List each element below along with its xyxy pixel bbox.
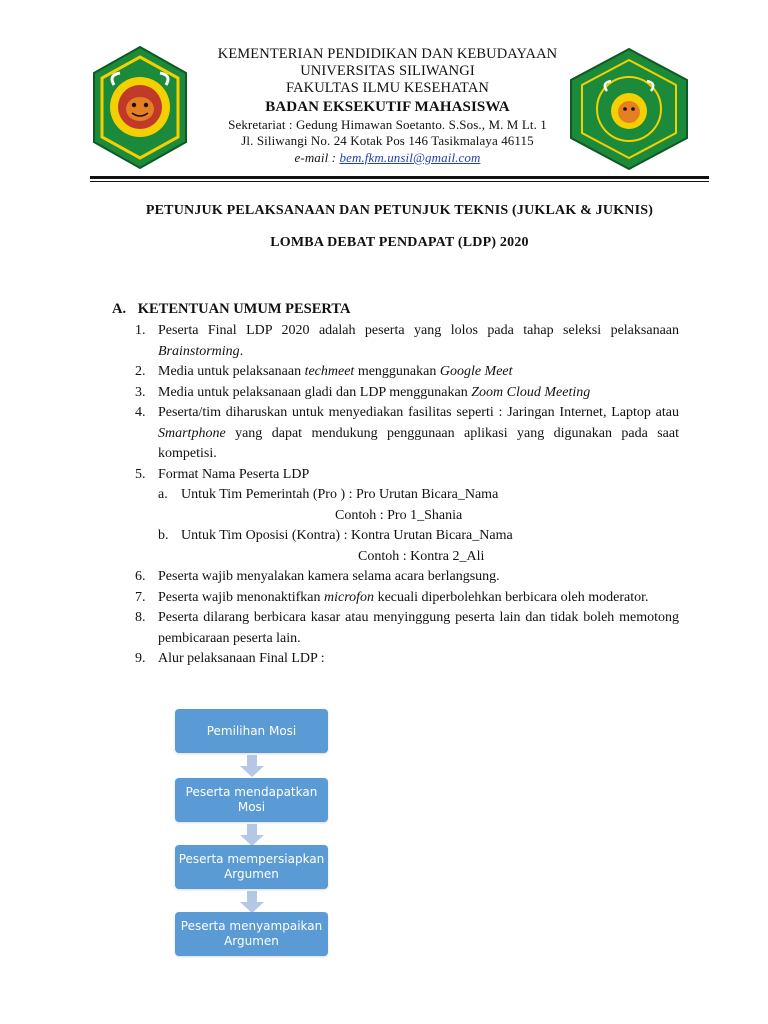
ministry-name: KEMENTERIAN PENDIDIKAN DAN KEBUDAYAAN: [217, 46, 558, 62]
item-number: 5.: [135, 466, 146, 482]
item-text: Alur pelaksanaan Final LDP :: [158, 651, 325, 666]
flow-step-deliver-argument: Peserta menyampaikan Argumen: [175, 912, 328, 956]
item-emphasis: Brainstorming: [158, 343, 240, 359]
item-text: kecuali diperbolehkan berbicara oleh moderator.: [374, 589, 649, 605]
sub-list-item: [135, 526, 679, 547]
item-text: Peserta Final LDP 2020 adalah peserta yang lolos pada tahap seleksi pelaksanaan: [158, 323, 679, 338]
down-arrow-icon: [240, 891, 264, 913]
list-item: [135, 608, 679, 649]
item-number: 9.: [135, 651, 146, 666]
item-text: Untuk Tim Oposisi (Kontra) : Kontra Urutan Bicara_Nama: [181, 528, 513, 543]
list-item: [135, 321, 679, 362]
item-text: Untuk Tim Pemerintah (Pro ) : Pro Urutan Bicara_Nama: [181, 487, 499, 502]
example-line: Contoh : Kontra 2_Ali: [358, 548, 485, 564]
header-divider-thin: [90, 181, 709, 182]
header-divider: [90, 176, 709, 179]
item-letter: b.: [158, 528, 169, 543]
section-label: A.: [112, 301, 127, 317]
down-arrow-icon: [240, 755, 264, 777]
list-item: [135, 649, 679, 670]
list-item: [135, 588, 679, 609]
bem-fakultas-ilmu-kesehatan-logo: [567, 47, 691, 171]
list-item: [135, 383, 679, 404]
faculty-name: FAKULTAS ILMU KESEHATAN: [286, 80, 489, 96]
item-emphasis: techmeet: [304, 364, 355, 379]
universitas-siliwangi-logo: [90, 45, 190, 170]
email-link[interactable]: bem.fkm.unsil@gmail.com: [339, 150, 481, 165]
item-text: Media untuk pelaksanaan gladi dan LDP menggunakan: [158, 384, 472, 400]
down-arrow-icon: [240, 824, 264, 846]
item-text: Peserta wajib menonaktifkan: [158, 589, 325, 605]
sub-list-item: [135, 485, 679, 506]
flow-step-select-motion: Pemilihan Mosi: [175, 709, 328, 753]
item-text: Format Nama Peserta LDP: [158, 466, 310, 482]
flow-step-receive-motion: Peserta mendapatkan Mosi: [175, 778, 328, 822]
item-text: Peserta/tim diharuskan untuk menyediakan fasilitas seperti : Jaringan Internet, Laptop atau: [158, 405, 679, 420]
event-title: LOMBA DEBAT PENDAPAT (LDP) 2020: [270, 235, 529, 250]
list-item: [135, 567, 679, 588]
section-title: KETENTUAN UMUM PESERTA: [137, 301, 351, 317]
secretariat-address: Sekretariat : Gedung Himawan Soetanto. S.Sos., M. M Lt. 1: [228, 117, 547, 132]
item-text: Peserta dilarang berbicara kasar atau menyinggung peserta lain dan tidak boleh memotong pembicaraan peserta lain.: [158, 610, 679, 646]
item-text: .: [239, 343, 244, 359]
item-text: Media untuk pelaksanaan: [158, 364, 305, 379]
item-letter: a.: [158, 487, 168, 502]
item-emphasis: Google Meet: [439, 364, 513, 379]
list-item: [135, 403, 679, 465]
item-text: yang dapat mendukung penggunaan aplikasi yang digunakan pada saat kompetisi.: [158, 425, 679, 461]
item-emphasis: microfon: [324, 589, 375, 605]
item-emphasis: Zoom Cloud Meeting: [471, 384, 591, 400]
item-number: 8.: [135, 610, 146, 625]
item-number: 3.: [135, 384, 146, 400]
list-item: [135, 362, 679, 383]
document-title: PETUNJUK PELAKSANAAN DAN PETUNJUK TEKNIS (JUKLAK & JUKNIS): [145, 203, 654, 218]
item-number: 4.: [135, 405, 146, 420]
item-number: 1.: [135, 323, 146, 338]
example-line: Contoh : Pro 1_Shania: [335, 507, 463, 523]
section-heading: [112, 301, 350, 318]
email-line: [195, 150, 580, 165]
email-label: e-mail :: [294, 150, 340, 165]
university-name: UNIVERSITAS SILIWANGI: [300, 63, 475, 79]
item-text: Peserta wajib menyalakan kamera selama acara berlangsung.: [158, 569, 500, 584]
item-text: menggunakan: [354, 364, 440, 379]
item-number: 6.: [135, 569, 146, 584]
organization-name: BADAN EKSEKUTIF MAHASISWA: [265, 99, 510, 115]
item-emphasis: Smartphone: [158, 425, 226, 441]
street-address: Jl. Siliwangi No. 24 Kotak Pos 146 Tasikmalaya 46115: [241, 133, 534, 148]
item-number: 2.: [135, 364, 146, 379]
list-item: [135, 465, 679, 486]
rules-list: [135, 321, 679, 670]
item-number: 7.: [135, 589, 146, 605]
flow-step-prepare-argument: Peserta mempersiapkan Argumen: [175, 845, 328, 889]
